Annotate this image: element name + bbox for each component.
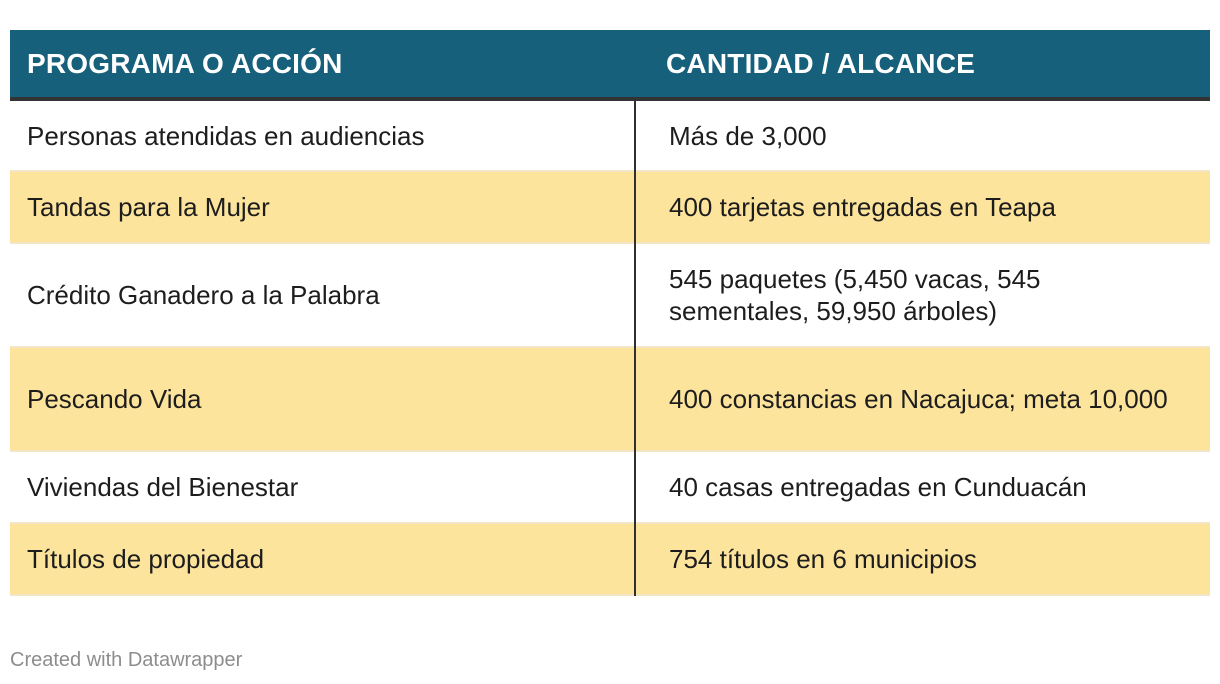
- cell-cantidad: 754 títulos en 6 municipios: [635, 523, 1210, 595]
- cell-programa: Personas atendidas en audiencias: [10, 99, 635, 171]
- cell-programa: Viviendas del Bienestar: [10, 451, 635, 523]
- datawrapper-credit-link[interactable]: Created with Datawrapper: [10, 649, 243, 671]
- cell-cantidad: Más de 3,000: [635, 99, 1210, 171]
- table-body: [10, 99, 1210, 595]
- table-row: [10, 243, 1210, 347]
- header-row: [10, 30, 1210, 99]
- cell-programa: Títulos de propiedad: [10, 523, 635, 595]
- cell-cantidad: 400 constancias en Nacajuca; meta 10,000: [635, 347, 1210, 451]
- cell-cantidad: 400 tarjetas entregadas en Teapa: [635, 171, 1210, 243]
- table-row: [10, 347, 1210, 451]
- table-row: [10, 451, 1210, 523]
- table-row: [10, 171, 1210, 243]
- table-row: [10, 523, 1210, 595]
- cell-programa: Pescando Vida: [10, 347, 635, 451]
- column-header-programa[interactable]: PROGRAMA O ACCIÓN: [10, 30, 635, 99]
- cell-cantidad: 545 paquetes (5,450 vacas, 545 sementales, 59,950 árboles): [635, 243, 1210, 347]
- cell-programa: Crédito Ganadero a la Palabra: [10, 243, 635, 347]
- table-row: [10, 99, 1210, 171]
- column-header-cantidad[interactable]: CANTIDAD / ALCANCE: [635, 30, 1210, 99]
- data-table-container: [10, 30, 1210, 596]
- data-table: [10, 30, 1210, 596]
- cell-programa: Tandas para la Mujer: [10, 171, 635, 243]
- cell-cantidad: 40 casas entregadas en Cunduacán: [635, 451, 1210, 523]
- table-header: [10, 30, 1210, 99]
